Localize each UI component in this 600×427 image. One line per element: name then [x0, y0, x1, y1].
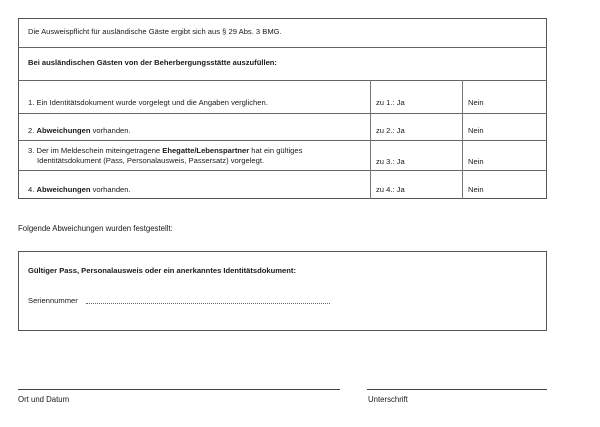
answer-yes-2[interactable]: zu 2.: Ja: [376, 126, 405, 135]
guest-id-table: [18, 18, 547, 199]
answer-no-3[interactable]: Nein: [468, 157, 484, 166]
question-bold-text: Ehegatte/Lebenspartner: [162, 146, 250, 155]
question-number: 4.: [28, 185, 35, 194]
table-divider: [18, 140, 547, 141]
answer-yes-4[interactable]: zu 4.: Ja: [376, 185, 405, 194]
answer-no-4[interactable]: Nein: [468, 185, 484, 194]
serial-number-field[interactable]: [86, 303, 330, 304]
serial-number-label: Seriennummer: [28, 296, 78, 305]
passport-box-title: Gültiger Pass, Personalausweis oder ein anerkanntes Identitätsdokument:: [28, 266, 296, 275]
question-row-3: [28, 146, 302, 155]
answer-yes-1[interactable]: zu 1.: Ja: [376, 98, 405, 107]
question-text: vorhanden.: [90, 126, 131, 135]
deviations-label: Folgende Abweichungen wurden festgestellt:: [18, 224, 173, 233]
question-number: 1.: [28, 98, 35, 107]
question-text: Der im Meldeschein miteingetragene: [36, 146, 163, 155]
question-text: Ein Identitätsdokument wurde vorgelegt und die Angaben verglichen.: [36, 98, 268, 107]
question-text: hat ein gültiges: [249, 146, 303, 155]
table-divider: [18, 170, 547, 171]
table-heading: Bei ausländischen Gästen von der Beherbergungsstätte auszufüllen:: [28, 58, 277, 67]
question-number: 2.: [28, 126, 35, 135]
question-number: 3.: [28, 146, 35, 155]
place-date-line[interactable]: [18, 389, 340, 390]
table-divider: [18, 113, 547, 114]
answer-no-2[interactable]: Nein: [468, 126, 484, 135]
legal-note: Die Ausweispflicht für ausländische Gäste ergibt sich aus § 29 Abs. 3 BMG.: [28, 27, 282, 36]
answer-yes-3[interactable]: zu 3.: Ja: [376, 157, 405, 166]
table-divider: [18, 47, 547, 48]
question-row-2: [28, 126, 131, 135]
question-row-4: [28, 185, 131, 194]
table-column-divider: [370, 80, 371, 199]
table-divider: [18, 80, 547, 81]
question-bold-text: Abweichungen: [36, 126, 91, 135]
question-bold-text: Abweichungen: [36, 185, 91, 194]
signature-line[interactable]: [367, 389, 547, 390]
answer-no-1[interactable]: Nein: [468, 98, 484, 107]
signature-label: Unterschrift: [368, 395, 408, 404]
question-row-1: [28, 98, 268, 107]
passport-box: [18, 251, 547, 331]
question-text: vorhanden.: [90, 185, 131, 194]
place-date-label: Ort und Datum: [18, 395, 70, 404]
question-row-3-continuation: Identitätsdokument (Pass, Personalausweis, Passersatz) vorgelegt.: [37, 156, 265, 165]
table-column-divider: [462, 80, 463, 199]
